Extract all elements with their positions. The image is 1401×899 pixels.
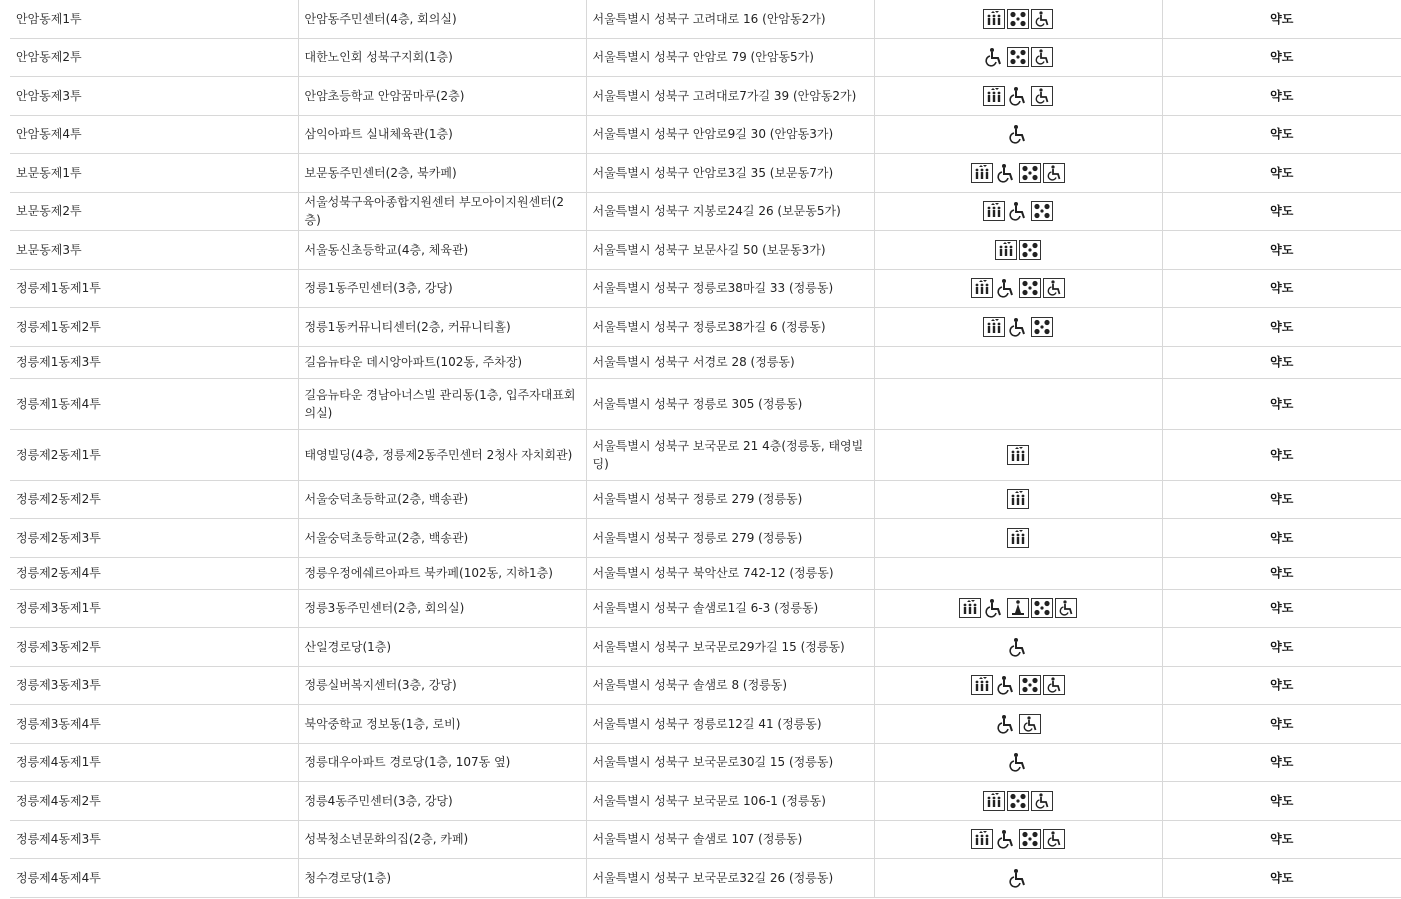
map-link[interactable]: 약도: [1162, 38, 1401, 76]
table-row: [10, 781, 1401, 820]
map-link[interactable]: 약도: [1162, 666, 1401, 704]
facility-icons-cell: [874, 429, 1162, 480]
district-cell: 보문동제2투: [16, 204, 82, 218]
address-cell: 서울특별시 성북구 서경로 28 (정릉동): [586, 346, 874, 378]
facility-icons-cell: [874, 269, 1162, 307]
polling-station-table-wrapper: [10, 0, 1401, 898]
address-cell: 서울특별시 성북구 정릉로12길 41 (정릉동): [586, 704, 874, 743]
polling-place-cell: 서울성북구육아종합지원센터 부모아이지원센터(2층): [298, 192, 586, 230]
facility-icons-cell: [874, 76, 1162, 115]
braille-icon: [1031, 598, 1053, 618]
elevator-icon: [971, 278, 993, 298]
polling-place-cell: 북악중학교 정보동(1층, 로비): [298, 704, 586, 743]
polling-place-cell: 안암동주민센터(4층, 회의실): [298, 0, 586, 38]
wheelchair-icon: [1007, 317, 1029, 337]
table-row: [10, 307, 1401, 346]
elevator-icon: [983, 9, 1005, 29]
polling-place-cell: 길음뉴타운 데시앙아파트(102동, 주차장): [298, 346, 586, 378]
table-row: [10, 743, 1401, 781]
table-row: [10, 38, 1401, 76]
facility-icons-cell: [874, 557, 1162, 589]
wheelchair-icon: [995, 714, 1017, 734]
polling-place-cell: 안암초등학교 안암꿈마루(2층): [298, 76, 586, 115]
table-row: [10, 115, 1401, 153]
district-cell: 정릉제4동제1투: [16, 755, 101, 769]
facility-icons-cell: [874, 346, 1162, 378]
address-cell: 서울특별시 성북구 보국문로30길 15 (정릉동): [586, 743, 874, 781]
map-link[interactable]: 약도: [1162, 781, 1401, 820]
polling-place-cell: 정릉대우아파트 경로당(1층, 107동 옆): [298, 743, 586, 781]
ramp-icon: [1043, 675, 1065, 695]
braille-icon: [1019, 278, 1041, 298]
address-cell: 서울특별시 성북구 정릉로38마길 33 (정릉동): [586, 269, 874, 307]
address-cell: 서울특별시 성북구 솔샘로 8 (정릉동): [586, 666, 874, 704]
polling-place-cell: 보문동주민센터(2층, 북카페): [298, 153, 586, 192]
elevator-icon: [971, 675, 993, 695]
district-cell: 정릉제2동제4투: [16, 566, 101, 580]
accessible-toilet-icon: [1007, 598, 1029, 618]
map-link[interactable]: 약도: [1162, 192, 1401, 230]
address-cell: 서울특별시 성북구 정릉로38가길 6 (정릉동): [586, 307, 874, 346]
address-cell: 서울특별시 성북구 솔샘로 107 (정릉동): [586, 820, 874, 858]
map-link[interactable]: 약도: [1162, 589, 1401, 627]
address-cell: 서울특별시 성북구 보국문로 21 4층(정릉동, 태영빌딩): [586, 429, 874, 480]
district-cell: 정릉제4동제4투: [16, 870, 101, 885]
elevator-icon: [983, 201, 1005, 221]
address-cell: 서울특별시 성북구 안암로 79 (안암동5가): [586, 38, 874, 76]
polling-station-table: [10, 0, 1401, 898]
ramp-icon: [1043, 278, 1065, 298]
polling-place-cell: 태영빌딩(4층, 정릉제2동주민센터 2청사 자치회관): [298, 429, 586, 480]
facility-icons-cell: [874, 230, 1162, 269]
address-cell: 서울특별시 성북구 보국문로29가길 15 (정릉동): [586, 627, 874, 666]
elevator-icon: [983, 86, 1005, 106]
wheelchair-icon: [1007, 637, 1029, 657]
polling-place-cell: 서울숭덕초등학교(2층, 백송관): [298, 480, 586, 518]
table-row: [10, 192, 1401, 230]
table-row: [10, 346, 1401, 378]
table-row: [10, 429, 1401, 480]
facility-icons-cell: [874, 589, 1162, 627]
district-cell: 정릉제2동제1투: [16, 447, 101, 462]
polling-place-cell: 삼익아파트 실내체육관(1층): [298, 115, 586, 153]
map-link[interactable]: 약도: [1162, 230, 1401, 269]
address-cell: 서울특별시 성북구 보국문로 106-1 (정릉동): [586, 781, 874, 820]
facility-icons-cell: [874, 704, 1162, 743]
map-link[interactable]: 약도: [1162, 518, 1401, 557]
address-cell: 서울특별시 성북구 고려대로7가길 39 (안암동2가): [586, 76, 874, 115]
table-row: [10, 76, 1401, 115]
braille-icon: [1007, 47, 1029, 67]
map-link[interactable]: 약도: [1162, 557, 1401, 589]
wheelchair-icon: [1007, 868, 1029, 888]
district-cell: 보문동제3투: [16, 242, 82, 257]
district-cell: 정릉제3동제1투: [16, 601, 101, 615]
polling-place-cell: 산일경로당(1층): [298, 627, 586, 666]
table-row: [10, 557, 1401, 589]
wheelchair-icon: [995, 163, 1017, 183]
facility-icons-cell: [874, 518, 1162, 557]
polling-place-cell: 대한노인회 성북구지회(1층): [298, 38, 586, 76]
elevator-icon: [983, 791, 1005, 811]
address-cell: 서울특별시 성북구 정릉로 305 (정릉동): [586, 378, 874, 429]
map-link[interactable]: 약도: [1162, 480, 1401, 518]
facility-icons-cell: [874, 0, 1162, 38]
polling-place-cell: 서울숭덕초등학교(2층, 백송관): [298, 518, 586, 557]
district-cell: 안암동제1투: [16, 11, 82, 26]
facility-icons-cell: [874, 858, 1162, 897]
map-link[interactable]: 약도: [1162, 115, 1401, 153]
elevator-icon: [1007, 528, 1029, 548]
polling-place-cell: 정릉4동주민센터(3층, 강당): [298, 781, 586, 820]
polling-place-cell: 성북청소년문화의집(2층, 카페): [298, 820, 586, 858]
wheelchair-icon: [1007, 124, 1029, 144]
table-row: [10, 269, 1401, 307]
map-link[interactable]: 약도: [1162, 0, 1401, 38]
table-row: [10, 589, 1401, 627]
map-link[interactable]: 약도: [1162, 153, 1401, 192]
map-link[interactable]: 약도: [1162, 820, 1401, 858]
facility-icons-cell: [874, 743, 1162, 781]
braille-icon: [1019, 675, 1041, 695]
facility-icons-cell: [874, 666, 1162, 704]
address-cell: 서울특별시 성북구 솔샘로1길 6-3 (정릉동): [586, 589, 874, 627]
elevator-icon: [971, 829, 993, 849]
district-cell: 정릉제2동제3투: [16, 530, 101, 545]
district-cell: 정릉제3동제4투: [16, 716, 101, 731]
table-row: [10, 480, 1401, 518]
facility-icons-cell: [874, 115, 1162, 153]
facility-icons-cell: [874, 153, 1162, 192]
table-row: [10, 518, 1401, 557]
braille-icon: [1019, 240, 1041, 260]
facility-icons-cell: [874, 378, 1162, 429]
polling-place-cell: 길음뉴타운 경남아너스빌 관리동(1층, 입주자대표회의실): [298, 378, 586, 429]
table-row: [10, 704, 1401, 743]
table-row: [10, 666, 1401, 704]
map-link[interactable]: 약도: [1162, 858, 1401, 897]
wheelchair-icon: [983, 47, 1005, 67]
district-cell: 안암동제4투: [16, 127, 82, 141]
braille-icon: [1007, 791, 1029, 811]
facility-icons-cell: [874, 307, 1162, 346]
map-link[interactable]: 약도: [1162, 269, 1401, 307]
ramp-icon: [1055, 598, 1077, 618]
elevator-icon: [1007, 445, 1029, 465]
table-row: [10, 0, 1401, 38]
wheelchair-icon: [1007, 752, 1029, 772]
wheelchair-icon: [1007, 201, 1029, 221]
wheelchair-icon: [1007, 86, 1029, 106]
polling-place-cell: 정릉1동주민센터(3층, 강당): [298, 269, 586, 307]
wheelchair-icon: [983, 598, 1005, 618]
district-cell: 정릉제3동제3투: [16, 678, 101, 692]
facility-icons-cell: [874, 781, 1162, 820]
address-cell: 서울특별시 성북구 안암로3길 35 (보문동7가): [586, 153, 874, 192]
address-cell: 서울특별시 성북구 고려대로 16 (안암동2가): [586, 0, 874, 38]
table-row: [10, 858, 1401, 897]
wheelchair-icon: [995, 829, 1017, 849]
table-row: [10, 230, 1401, 269]
table-row: [10, 627, 1401, 666]
map-link[interactable]: 약도: [1162, 378, 1401, 429]
ramp-icon: [1031, 86, 1053, 106]
ramp-icon: [1031, 9, 1053, 29]
address-cell: 서울특별시 성북구 보문사길 50 (보문동3가): [586, 230, 874, 269]
table-row: [10, 820, 1401, 858]
polling-place-cell: 청수경로당(1층): [298, 858, 586, 897]
ramp-icon: [1031, 47, 1053, 67]
table-row: [10, 378, 1401, 429]
ramp-icon: [1031, 791, 1053, 811]
polling-place-cell: 정릉우정에쉐르아파트 북카페(102동, 지하1층): [298, 557, 586, 589]
address-cell: 서울특별시 성북구 지봉로24길 26 (보문동5가): [586, 192, 874, 230]
map-link[interactable]: 약도: [1162, 307, 1401, 346]
braille-icon: [1019, 163, 1041, 183]
district-cell: 정릉제1동제3투: [16, 355, 101, 369]
braille-icon: [1031, 317, 1053, 337]
ramp-icon: [1043, 829, 1065, 849]
facility-icons-cell: [874, 627, 1162, 666]
map-link[interactable]: 약도: [1162, 627, 1401, 666]
district-cell: 안암동제2투: [16, 50, 82, 64]
ramp-icon: [1043, 163, 1065, 183]
polling-place-cell: 서울동신초등학교(4층, 체육관): [298, 230, 586, 269]
address-cell: 서울특별시 성북구 정릉로 279 (정릉동): [586, 480, 874, 518]
map-link[interactable]: 약도: [1162, 704, 1401, 743]
map-link[interactable]: 약도: [1162, 346, 1401, 378]
address-cell: 서울특별시 성북구 정릉로 279 (정릉동): [586, 518, 874, 557]
facility-icons-cell: [874, 820, 1162, 858]
polling-place-cell: 정릉실버복지센터(3층, 강당): [298, 666, 586, 704]
district-cell: 정릉제1동제2투: [16, 319, 101, 334]
address-cell: 서울특별시 성북구 보국문로32길 26 (정릉동): [586, 858, 874, 897]
district-cell: 정릉제1동제1투: [16, 281, 101, 295]
district-cell: 정릉제2동제2투: [16, 492, 101, 506]
braille-icon: [1019, 829, 1041, 849]
facility-icons-cell: [874, 192, 1162, 230]
facility-icons-cell: [874, 38, 1162, 76]
ramp-icon: [1019, 714, 1041, 734]
district-cell: 정릉제4동제2투: [16, 793, 101, 808]
braille-icon: [1031, 201, 1053, 221]
map-link[interactable]: 약도: [1162, 76, 1401, 115]
table-row: [10, 153, 1401, 192]
wheelchair-icon: [995, 675, 1017, 695]
address-cell: 서울특별시 성북구 북악산로 742-12 (정릉동): [586, 557, 874, 589]
table-body: [10, 0, 1401, 897]
elevator-icon: [971, 163, 993, 183]
elevator-icon: [995, 240, 1017, 260]
elevator-icon: [983, 317, 1005, 337]
elevator-icon: [959, 598, 981, 618]
address-cell: 서울특별시 성북구 안암로9길 30 (안암동3가): [586, 115, 874, 153]
elevator-icon: [1007, 489, 1029, 509]
district-cell: 정릉제1동제4투: [16, 396, 101, 411]
braille-icon: [1007, 9, 1029, 29]
polling-place-cell: 정릉3동주민센터(2층, 회의실): [298, 589, 586, 627]
polling-place-cell: 정릉1동커뮤니티센터(2층, 커뮤니티홀): [298, 307, 586, 346]
map-link[interactable]: 약도: [1162, 743, 1401, 781]
district-cell: 정릉제4동제3투: [16, 832, 101, 846]
facility-icons-cell: [874, 480, 1162, 518]
district-cell: 정릉제3동제2투: [16, 639, 101, 654]
wheelchair-icon: [995, 278, 1017, 298]
map-link[interactable]: 약도: [1162, 429, 1401, 480]
district-cell: 보문동제1투: [16, 165, 82, 180]
district-cell: 안암동제3투: [16, 88, 82, 103]
